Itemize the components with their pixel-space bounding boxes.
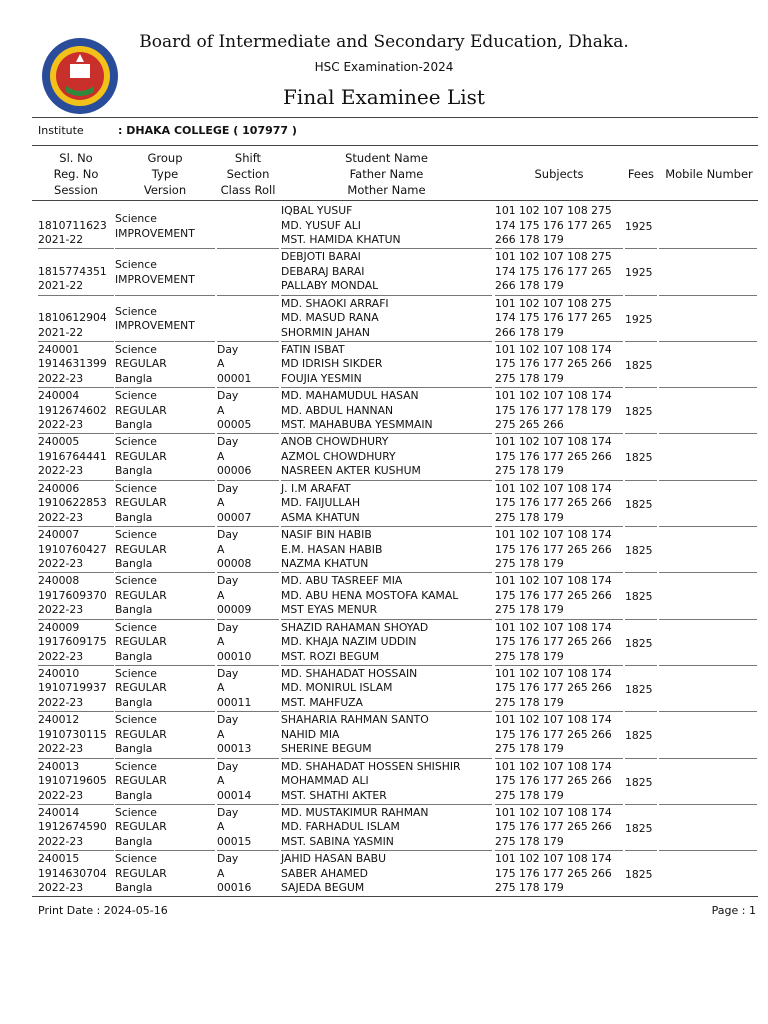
page-number: Page : 1 [711,904,756,917]
cell-fees: 1925 [625,266,653,280]
cell-sl-reg-session: 240013 1910719605 2022-23 [38,759,107,802]
cell-mobile [659,527,757,542]
cell-subjects: 101 102 107 108 174 175 176 177 265 266 275 178 179 [495,852,612,895]
cell-subjects: 101 102 107 108 174 175 176 177 178 179 275 265 266 [495,389,612,432]
cell-mobile [659,481,757,496]
cell-names: SHAZID RAHAMAN SHOYAD MD. KHAJA NAZIM UDDIN MST. ROZI BEGUM [281,620,429,663]
list-title: Final Examinee List [283,85,485,109]
cell-names: MD. MAHAMUDUL HASAN MD. ABDUL HANNAN MST. MAHABUBA YESMMAIN [281,389,433,432]
cell-group-type: Science IMPROVEMENT [115,304,195,333]
cell-mobile [659,342,757,357]
examinee-table [0,203,768,897]
cell-fees: 1925 [625,312,653,326]
cell-fees: 1825 [625,868,653,882]
cell-shift-section-roll: Day A 00016 [217,852,252,895]
cell-subjects: 101 102 107 108 275 174 175 176 177 265 266 178 179 [495,296,612,339]
cell-shift-section-roll: Day A 00009 [217,574,252,617]
cell-fees: 1825 [625,775,653,789]
cell-subjects: 101 102 107 108 174 175 176 177 265 266 275 178 179 [495,759,612,802]
cell-shift-section-roll: Day A 00001 [217,342,252,385]
cell-names: FATIN ISBAT MD IDRISH SIKDER FOUJIA YESMIN [281,342,383,385]
cell-mobile [659,666,757,681]
cell-sl-reg-session: 240008 1917609370 2022-23 [38,574,107,617]
table-row [0,434,768,480]
cell-fees: 1825 [625,358,653,372]
table-row [0,620,768,666]
institute-value: : DHAKA COLLEGE ( 107977 ) [118,124,297,137]
print-date: Print Date : 2024-05-16 [38,904,168,917]
cell-sl-reg-session: 240007 1910760427 2022-23 [38,528,107,571]
table-row [0,712,768,758]
cell-sl-reg-session: 240004 1912674602 2022-23 [38,389,107,432]
cell-fees: 1825 [625,729,653,743]
cell-names: MD. MUSTAKIMUR RAHMAN MD. FARHADUL ISLAM MST. SABINA YASMIN [281,805,429,848]
cell-names: J. I.M ARAFAT MD. FAIJULLAH ASMA KHATUN [281,481,361,524]
table-row [0,203,768,249]
col-header-mobile: Mobile Number [665,167,753,181]
board-title: Board of Intermediate and Secondary Education, Dhaka. [139,32,629,52]
cell-mobile [659,249,757,264]
cell-subjects: 101 102 107 108 174 175 176 177 265 266 275 178 179 [495,435,612,478]
table-row [0,388,768,434]
table-row [0,573,768,619]
cell-mobile [659,434,757,449]
cell-group-type-version: Science REGULAR Bangla [115,805,167,848]
cell-subjects: 101 102 107 108 174 175 176 177 265 266 275 178 179 [495,342,612,385]
cell-subjects: 101 102 107 108 174 175 176 177 265 266 275 178 179 [495,713,612,756]
cell-sl-reg-session: 1810612904 2021-22 [38,311,107,339]
cell-group-type-version: Science REGULAR Bangla [115,666,167,709]
cell-fees: 1825 [625,682,653,696]
cell-mobile [659,203,757,218]
cell-shift-section-roll: Day A 00014 [217,759,252,802]
cell-mobile [659,805,757,820]
table-row [0,481,768,527]
cell-group-type-version: Science REGULAR Bangla [115,620,167,663]
cell-subjects: 101 102 107 108 174 175 176 177 265 266 275 178 179 [495,481,612,524]
cell-sl-reg-session: 240015 1914630704 2022-23 [38,852,107,895]
cell-names: JAHID HASAN BABU SABER AHAMED SAJEDA BEGUM [281,852,386,895]
table-row [0,666,768,712]
cell-fees: 1825 [625,544,653,558]
cell-fees: 1825 [625,497,653,511]
cell-subjects: 101 102 107 108 275 174 175 176 177 265 266 178 179 [495,204,612,246]
cell-group-type-version: Science REGULAR Bangla [115,713,167,756]
col-header-names: Student Name Father Name Mother Name [345,151,428,197]
table-header-rule [32,200,758,201]
cell-shift-section-roll: Day A 00005 [217,389,252,432]
cell-sl-reg-session: 240005 1916764441 2022-23 [38,435,107,478]
cell-names: NASIF BIN HABIB E.M. HASAN HABIB NAZMA KHATUN [281,528,383,571]
cell-group-type: Science IMPROVEMENT [115,212,195,240]
cell-sl-reg-session: 240006 1910622853 2022-23 [38,481,107,524]
cell-shift-section-roll: Day A 00015 [217,805,252,848]
table-row [0,249,768,295]
cell-shift-section-roll [217,203,279,247]
cell-group-type-version: Science REGULAR Bangla [115,481,167,524]
cell-names: SHAHARIA RAHMAN SANTO NAHID MIA SHERINE BEGUM [281,713,429,756]
cell-fees: 1825 [625,821,653,835]
footer-rule [32,896,758,897]
cell-subjects: 101 102 107 108 174 175 176 177 265 266 275 178 179 [495,620,612,663]
col-header-subjects: Subjects [534,167,584,181]
cell-mobile [659,712,757,727]
cell-sl-reg-session: 240012 1910730115 2022-23 [38,713,107,756]
cell-names: MD. SHAOKI ARRAFI MD. MASUD RANA SHORMIN JAHAN [281,296,389,339]
cell-group-type-version: Science REGULAR Bangla [115,852,167,895]
cell-sl-reg-session: 240001 1914631399 2022-23 [38,342,107,385]
cell-sl-reg-session: 1815774351 2021-22 [38,264,107,293]
cell-group-type-version: Science REGULAR Bangla [115,528,167,571]
cell-subjects: 101 102 107 108 174 175 176 177 265 266 275 178 179 [495,528,612,571]
cell-mobile [659,388,757,403]
cell-names: IQBAL YUSUF MD. YUSUF ALI MST. HAMIDA KHATUN [281,204,401,246]
cell-shift-section-roll: Day A 00006 [217,435,252,478]
cell-sl-reg-session: 240009 1917609175 2022-23 [38,620,107,663]
cell-group-type-version: Science REGULAR Bangla [115,342,167,385]
table-row [0,296,768,342]
col-header-fees: Fees [627,167,655,181]
cell-fees: 1825 [625,451,653,465]
cell-mobile [659,851,757,866]
cell-names: ANOB CHOWDHURY AZMOL CHOWDHURY NASREEN AKTER KUSHUM [281,435,421,478]
exam-title: HSC Examination-2024 [314,60,454,74]
col-header-group: Group Type Version [143,151,187,197]
table-row [0,851,768,897]
cell-mobile [659,759,757,774]
cell-shift-section-roll [217,296,279,340]
cell-group-type-version: Science REGULAR Bangla [115,435,167,478]
institute-label: Institute [38,124,84,137]
col-header-sl: Sl. No Reg. No Session [53,151,99,197]
cell-names: MD. ABU TASREEF MIA MD. ABU HENA MOSTOFA KAMAL MST EYAS MENUR [281,574,459,617]
cell-group-type: Science IMPROVEMENT [115,258,195,286]
cell-subjects: 101 102 107 108 275 174 175 176 177 265 266 178 179 [495,250,612,293]
cell-mobile [659,573,757,588]
cell-mobile [659,296,757,311]
header-rule [32,117,758,118]
cell-shift-section-roll [217,249,279,293]
cell-subjects: 101 102 107 108 174 175 176 177 265 266 275 178 179 [495,805,612,848]
table-row [0,527,768,573]
cell-group-type-version: Science REGULAR Bangla [115,389,167,432]
institute-rule [32,145,758,146]
table-row [0,759,768,805]
cell-mobile [659,620,757,635]
cell-fees: 1825 [625,405,653,419]
cell-names: DEBJOTI BARAI DEBARAJ BARAI PALLABY MONDAL [281,250,379,293]
cell-shift-section-roll: Day A 00008 [217,528,252,571]
cell-names: MD. SHAHADAT HOSSAIN MD. MONIRUL ISLAM MST. MAHFUZA [281,666,418,709]
cell-sl-reg-session: 240014 1912674590 2022-23 [38,805,107,848]
cell-fees: 1825 [625,590,653,604]
col-header-shift: Shift Section Class Roll [220,151,276,197]
cell-group-type-version: Science REGULAR Bangla [115,574,167,617]
cell-shift-section-roll: Day A 00007 [217,481,252,524]
cell-group-type-version: Science REGULAR Bangla [115,759,167,802]
cell-fees: 1825 [625,636,653,650]
cell-fees: 1925 [625,220,653,233]
cell-sl-reg-session: 240010 1910719937 2022-23 [38,666,107,709]
cell-shift-section-roll: Day A 00011 [217,666,252,709]
cell-shift-section-roll: Day A 00013 [217,713,252,756]
cell-subjects: 101 102 107 108 174 175 176 177 265 266 275 178 179 [495,666,612,709]
table-row [0,805,768,851]
cell-sl-reg-session: 1810711623 2021-22 [38,218,107,246]
cell-subjects: 101 102 107 108 174 175 176 177 265 266 275 178 179 [495,574,612,617]
cell-names: MD. SHAHADAT HOSSEN SHISHIR MOHAMMAD ALI MST. SHATHI AKTER [281,759,461,802]
cell-shift-section-roll: Day A 00010 [217,620,252,663]
table-row [0,342,768,388]
